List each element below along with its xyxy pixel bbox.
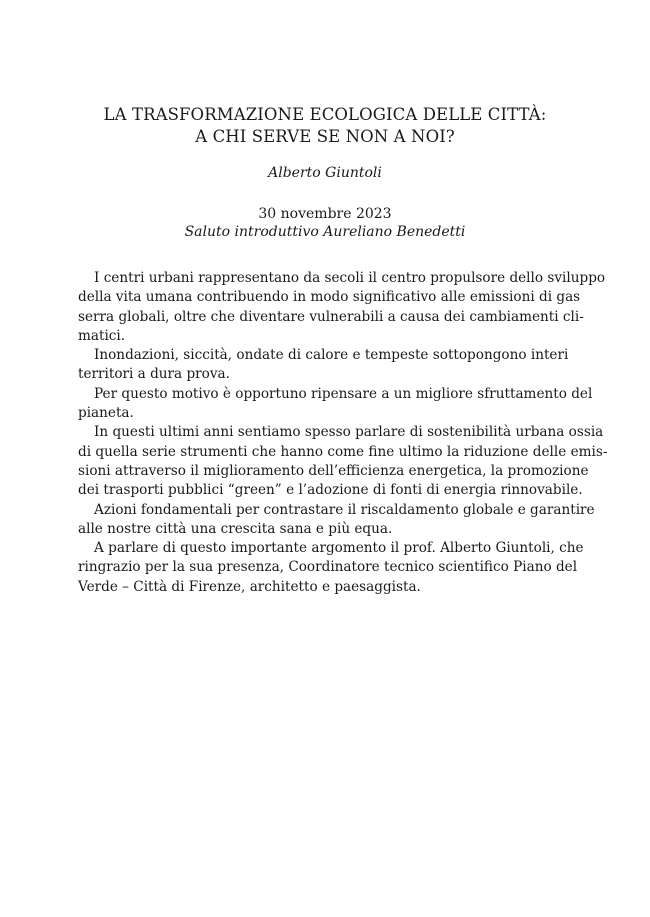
- text-line: A parlare di questo importante argomento il prof. Alberto Giuntoli, che: [94, 540, 584, 557]
- text-line: I centri urbani rappresentano da secoli il centro propulsore dello sviluppo: [94, 270, 606, 286]
- document-title: [0, 104, 650, 148]
- text-line: serra globali, oltre che diventare vulnerabili a causa dei cambiamenti cli-: [78, 308, 584, 325]
- text-line: Azioni fondamentali per contrastare il riscaldamento globale e garantire: [94, 501, 595, 518]
- text-line: ringrazio per la sua presenza, Coordinatore tecnico scientifico Piano del: [78, 559, 578, 576]
- text-line: Per questo motivo è opportuno ripensare a un migliore sfruttamento del: [94, 385, 593, 402]
- title-line: LA TRASFORMAZIONE ECOLOGICA DELLE CITTÀ:: [103, 105, 547, 124]
- text-line: Inondazioni, siccità, ondate di calore e tempeste sottopongono interi: [94, 347, 569, 364]
- text-line: dei trasporti pubblici “green” e l’adozione di fonti di energia rinnovabile.: [78, 482, 583, 499]
- text-line: sioni attraverso il miglioramento dell’efficienza energetica, la promozione: [78, 462, 589, 479]
- author-name: Alberto Giuntoli: [268, 165, 382, 181]
- paragraph: [78, 501, 595, 540]
- body-text: [78, 269, 608, 597]
- text-line: pianeta.: [78, 405, 134, 422]
- paragraph: [78, 423, 608, 500]
- paragraph: [78, 385, 593, 424]
- paragraph: [78, 346, 569, 385]
- paragraph: [78, 539, 584, 597]
- introductory-greeting: Saluto introduttivo Aureliano Benedetti: [184, 224, 466, 240]
- title-line: A CHI SERVE SE NON A NOI?: [195, 127, 455, 146]
- text-line: alle nostre città una crescita sana e più equa.: [78, 520, 393, 537]
- document-date: 30 novembre 2023: [258, 206, 392, 222]
- text-line: della vita umana contribuendo in modo significativo alle emissioni di gas: [78, 289, 581, 306]
- text-line: Verde – Città di Firenze, architetto e paesaggista.: [78, 578, 421, 595]
- text-line: In questi ultimi anni sentiamo spesso parlare di sostenibilità urbana ossia: [94, 424, 604, 441]
- text-line: matici.: [78, 327, 126, 344]
- text-line: territori a dura prova.: [78, 366, 230, 383]
- text-line: di quella serie strumenti che hanno come fine ultimo la riduzione delle emis-: [78, 443, 608, 460]
- paragraph: [78, 269, 606, 346]
